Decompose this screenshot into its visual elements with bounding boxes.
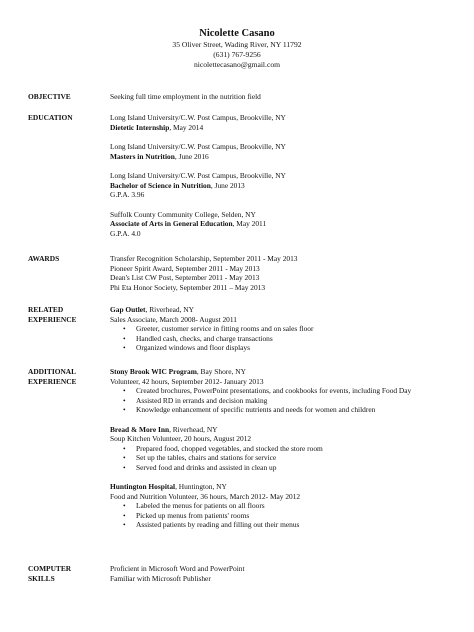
education-entry <box>110 210 460 239</box>
section-label-awards: AWARDS <box>28 254 60 263</box>
degree-date: , June 2016 <box>174 151 209 161</box>
school-name: Suffolk County Community College, Selden, NY <box>110 209 256 219</box>
education-entry <box>110 142 460 161</box>
gpa: G.P.A. 3.96 <box>110 190 145 199</box>
education-entry <box>110 113 460 132</box>
employer-location: , Huntington, NY <box>175 482 227 491</box>
duty-item: • Greeter, customer service in fitting rooms and on sales floor <box>110 324 460 334</box>
employer-name: Huntington Hospital <box>110 482 176 491</box>
phone: (631) 767-9256 <box>213 50 261 60</box>
candidate-name: Nicolette Casano <box>199 28 275 39</box>
employer-location: , Riverhead, NY <box>169 424 218 434</box>
school-name: Long Island University/C.W. Post Campus, Brookville, NY <box>110 171 286 180</box>
section-label-education: EDUCATION <box>28 113 73 122</box>
degree: Dietetic Internship <box>110 122 170 132</box>
job-role: Food and Nutrition Volunteer, 36 hours, March 2012- May 2012 <box>110 491 301 501</box>
degree-date: , May 2011 <box>232 219 267 228</box>
duty-item: • Picked up menus from patients' rooms <box>110 511 460 521</box>
education-entry <box>110 171 460 200</box>
duty-item: • Knowledge enhancement of specific nutrients and needs for women and children <box>110 405 460 415</box>
duty-item: • Assisted patients by reading and filling out their menus <box>110 520 460 530</box>
school-name: Long Island University/C.W. Post Campus, Brookville, NY <box>110 142 286 151</box>
degree-date: , May 2014 <box>169 122 204 132</box>
award-item: Phi Eta Honor Society, September 2011 – May 2013 <box>110 282 266 292</box>
degree: Bachelor of Science in Nutrition <box>110 180 211 190</box>
award-item: Dean's List CW Post, September 2011 - May 2013 <box>110 273 260 282</box>
employer-name: Gap Outlet <box>110 305 146 314</box>
section-label-related-experience: RELATED EXPERIENCE <box>28 305 77 324</box>
duty-item: • Set up the tables, chairs and stations for service <box>110 453 460 463</box>
degree-date: , June 2013 <box>210 180 245 190</box>
duty-list <box>110 501 460 530</box>
email: nicolettecasano@gmail.com <box>193 60 281 70</box>
job-role: Sales Associate, March 2008- August 2011 <box>110 314 237 324</box>
duty-item: • Assisted RD in errands and decision making <box>110 396 460 406</box>
duty-item: • Organized windows and floor displays <box>110 343 460 353</box>
experience-entry <box>110 367 460 415</box>
section-label-computer-skills: COMPUTER SKILLS <box>28 564 72 583</box>
duty-item: • Created brochures, PowerPoint presentations, and cookbooks for events, including Food Day <box>110 386 460 396</box>
duty-list <box>110 324 460 353</box>
job-role: Soup Kitchen Volunteer, 20 hours, August 2012 <box>110 434 252 443</box>
duty-item: • Handled cash, checks, and charge transactions <box>110 334 460 344</box>
duty-item: • Served food and drinks and assisted in clean up <box>110 463 460 473</box>
section-label-additional-experience: ADDITIONAL EXPERIENCE <box>28 367 77 386</box>
skill-item: Proficient in Microsoft Word and PowerPoint <box>110 564 245 573</box>
employer-location: , Riverhead, NY <box>145 305 194 314</box>
resume-header <box>0 0 474 71</box>
duty-list <box>110 386 460 415</box>
address: 35 Oliver Street, Wading River, NY 11792 <box>172 40 302 49</box>
experience-entry <box>110 425 460 473</box>
duty-item: • Labeled the menus for patients on all floors <box>110 501 460 511</box>
award-item: Transfer Recognition Scholarship, September 2011 - May 2013 <box>110 254 298 263</box>
employer-name: Stony Brook WIC Program <box>110 367 197 376</box>
experience-entry <box>110 482 460 530</box>
award-item: Pioneer Spirit Award, September 2011 - May 2013 <box>110 263 260 273</box>
duty-list <box>110 444 460 473</box>
employer-name: Bread & More Inn <box>110 424 170 434</box>
degree: Associate of Arts in General Education <box>110 219 233 228</box>
gpa: G.P.A. 4.0 <box>110 228 141 238</box>
school-name: Long Island University/C.W. Post Campus, Brookville, NY <box>110 113 286 122</box>
objective-text: Seeking full time employment in the nutrition field <box>110 92 261 101</box>
degree: Masters in Nutrition <box>110 151 175 161</box>
duty-item: • Prepared food, chopped vegetables, and stocked the store room <box>110 444 460 454</box>
job-role: Volunteer, 42 hours, September 2012- January 2013 <box>110 376 264 386</box>
skill-item: Familiar with Microsoft Publisher <box>110 573 211 583</box>
section-label-objective: OBJECTIVE <box>28 92 71 101</box>
employer-location: , Bay Shore, NY <box>196 367 246 376</box>
